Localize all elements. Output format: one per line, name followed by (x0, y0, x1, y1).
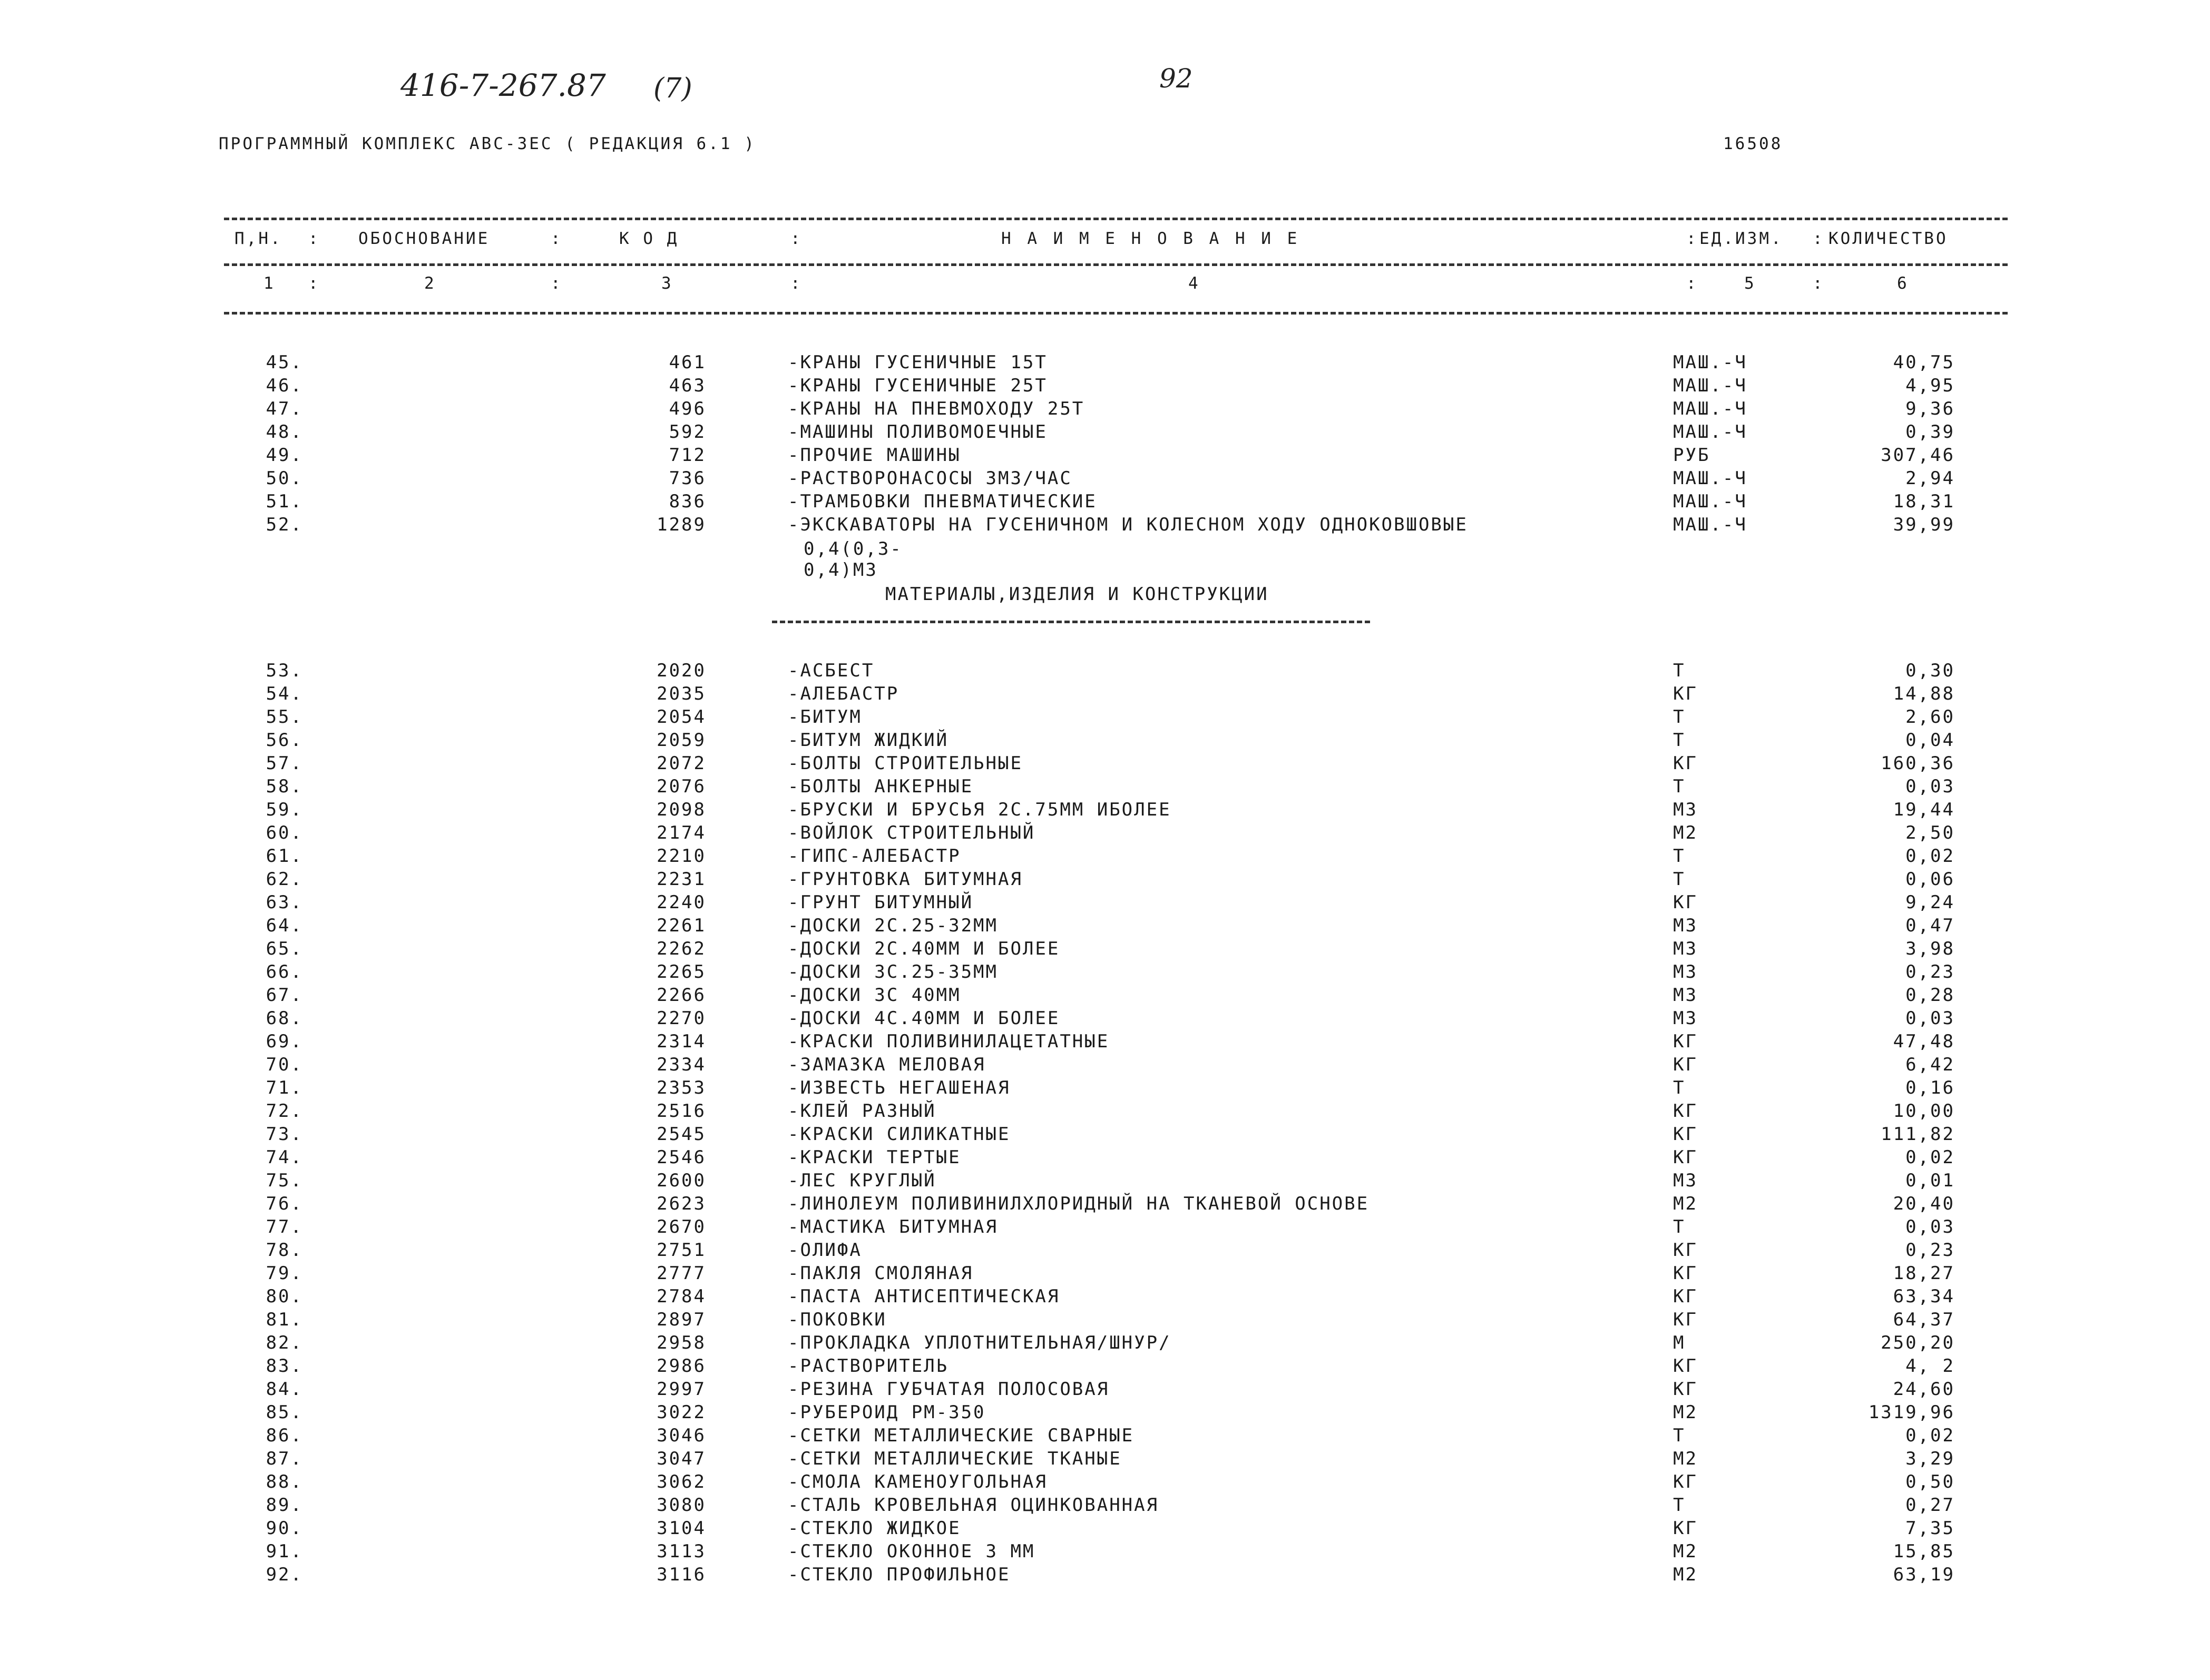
section-underline (772, 621, 1370, 623)
table-row: 52. 1289 -ЭКСКАВАТОРЫ НА ГУСЕНИЧНОМ И КОЛЕСНОМ ХОДУ ОДНОКОВШОВЫЕ МАШ.-Ч 39,99 (266, 514, 1955, 535)
table-row: 86. 3046 -СЕТКИ МЕТАЛЛИЧЕСКИЕ СВАРНЫЕ Т 0,02 (266, 1425, 1955, 1446)
table-row: 89. 3080 -СТАЛЬ КРОВЕЛЬНАЯ ОЦИНКОВАННАЯ Т 0,27 (266, 1495, 1955, 1516)
table-row: 66. 2265 -ДОСКИ 3С.25-35ММ М3 0,23 (266, 961, 1955, 983)
table-row: 85. 3022 -РУБЕРОИД РМ-350 М2 1319,96 (266, 1402, 1955, 1423)
col-number-2: 2 (424, 274, 436, 293)
col-number-4: 4 (1188, 274, 1200, 293)
col-header-item: П,Н. (234, 229, 282, 248)
job-code: 16508 (1723, 134, 1783, 153)
table-row: 59. 2098 -БРУСКИ И БРУСЬЯ 2С.75ММ ИБОЛЕЕ М3 19,44 (266, 799, 1955, 820)
header-rule-middle (224, 263, 2008, 266)
table-row: 55. 2054 -БИТУМ Т 2,60 (266, 706, 1955, 728)
col-number-3: 3 (661, 274, 673, 293)
table-row: 46. 463 -КРАНЫ ГУСЕНИЧНЫЕ 25Т МАШ.-Ч 4,95 (266, 375, 1955, 396)
program-line: ПРОГРАММНЫЙ КОМПЛЕКС АВС-3ЕС ( РЕДАКЦИЯ 6.1 ) (219, 134, 756, 153)
table-row: 88. 3062 -СМОЛА КАМЕНОУГОЛЬНАЯ КГ 0,50 (266, 1471, 1955, 1492)
document-number: 416-7-267.87 (400, 67, 606, 103)
table-row: 69. 2314 -КРАСКИ ПОЛИВИНИЛАЦЕТАТНЫЕ КГ 47,48 (266, 1031, 1955, 1052)
table-row: 72. 2516 -КЛЕЙ РАЗНЫЙ КГ 10,00 (266, 1101, 1955, 1122)
col-number-5: 5 (1744, 274, 1756, 293)
table-row: 91. 3113 -СТЕКЛО ОКОННОЕ 3 ММ М2 15,85 (266, 1541, 1955, 1562)
page-number: 92 (1159, 63, 1193, 94)
section-title: МАТЕРИАЛЫ,ИЗДЕЛИЯ И КОНСТРУКЦИИ (885, 584, 1269, 605)
table-row: 58. 2076 -БОЛТЫ АНКЕРНЫЕ Т 0,03 (266, 776, 1955, 797)
table-row: 92. 3116 -СТЕКЛО ПРОФИЛЬНОЕ М2 63,19 (266, 1564, 1955, 1585)
table-row: 71. 2353 -ИЗВЕСТЬ НЕГАШЕНАЯ Т 0,16 (266, 1077, 1955, 1098)
table-row: 90. 3104 -СТЕКЛО ЖИДКОЕ КГ 7,35 (266, 1518, 1955, 1539)
table-row: 70. 2334 -ЗАМАЗКА МЕЛОВАЯ КГ 6,42 (266, 1054, 1955, 1075)
col-header-unit: ЕД.ИЗМ. (1699, 229, 1783, 248)
table-row: 84. 2997 -РЕЗИНА ГУБЧАТАЯ ПОЛОСОВАЯ КГ 24,60 (266, 1379, 1955, 1400)
table-row: 61. 2210 -ГИПС-АЛЕБАСТР Т 0,02 (266, 846, 1955, 867)
table-row: 60. 2174 -ВОЙЛОК СТРОИТЕЛЬНЫЙ М2 2,50 (266, 822, 1955, 843)
table-row: 64. 2261 -ДОСКИ 2С.25-32ММ М3 0,47 (266, 915, 1955, 936)
table-row: 56. 2059 -БИТУМ ЖИДКИЙ Т 0,04 (266, 730, 1955, 751)
table-row: 75. 2600 -ЛЕС КРУГЛЫЙ М3 0,01 (266, 1170, 1955, 1191)
table-row: 67. 2266 -ДОСКИ 3С 40ММ М3 0,28 (266, 985, 1955, 1006)
table-row: 77. 2670 -МАСТИКА БИТУМНАЯ Т 0,03 (266, 1216, 1955, 1237)
table-row: 47. 496 -КРАНЫ НА ПНЕВМОХОДУ 25Т МАШ.-Ч 9,36 (266, 398, 1955, 419)
col-header-quantity: КОЛИЧЕСТВО (1828, 229, 1948, 248)
table-row: 53. 2020 -АСБЕСТ Т 0,30 (266, 660, 1955, 681)
table-row: 78. 2751 -ОЛИФА КГ 0,23 (266, 1240, 1955, 1261)
table-row: 51. 836 -ТРАМБОВКИ ПНЕВМАТИЧЕСКИЕ МАШ.-Ч 18,31 (266, 491, 1955, 512)
table-row: 68. 2270 -ДОСКИ 4С.40ММ И БОЛЕЕ М3 0,03 (266, 1008, 1955, 1029)
table-row: 82. 2958 -ПРОКЛАДКА УПЛОТНИТЕЛЬНАЯ/ШНУР/ М 250,20 (266, 1332, 1955, 1353)
table-row: 45. 461 -КРАНЫ ГУСЕНИЧНЫЕ 15Т МАШ.-Ч 40,75 (266, 352, 1955, 373)
table-row: 49. 712 -ПРОЧИЕ МАШИНЫ РУБ 307,46 (266, 445, 1955, 466)
col-number-6: 6 (1897, 274, 1909, 293)
table-row: 62. 2231 -ГРУНТОВКА БИТУМНАЯ Т 0,06 (266, 869, 1955, 890)
table-row: 65. 2262 -ДОСКИ 2С.40ММ И БОЛЕЕ М3 3,98 (266, 938, 1955, 959)
table-row: 83. 2986 -РАСТВОРИТЕЛЬ КГ 4, 2 (266, 1355, 1955, 1377)
table-row: 79. 2777 -ПАКЛЯ СМОЛЯНАЯ КГ 18,27 (266, 1263, 1955, 1284)
table-row: 74. 2546 -КРАСКИ ТЕРТЫЕ КГ 0,02 (266, 1147, 1955, 1168)
table-row: 87. 3047 -СЕТКИ МЕТАЛЛИЧЕСКИЕ ТКАНЫЕ М2 3,29 (266, 1448, 1955, 1469)
row-continuation: 0,4(0,3-0,4)М3 (804, 538, 903, 581)
table-row: 57. 2072 -БОЛТЫ СТРОИТЕЛЬНЫЕ КГ 160,36 (266, 753, 1955, 774)
table-row: 80. 2784 -ПАСТА АНТИСЕПТИЧЕСКАЯ КГ 63,34 (266, 1286, 1955, 1307)
table-row: 76. 2623 -ЛИНОЛЕУМ ПОЛИВИНИЛХЛОРИДНЫЙ НА ТКАНЕВОЙ ОСНОВЕ М2 20,40 (266, 1193, 1955, 1214)
document-suffix: (7) (653, 73, 692, 104)
table-row: 48. 592 -МАШИНЫ ПОЛИВОМОЕЧНЫЕ МАШ.-Ч 0,39 (266, 421, 1955, 443)
table-row: 63. 2240 -ГРУНТ БИТУМНЫЙ КГ 9,24 (266, 892, 1955, 913)
table-row: 50. 736 -РАСТВОРОНАСОСЫ 3М3/ЧАС МАШ.-Ч 2,94 (266, 468, 1955, 489)
table-row: 73. 2545 -КРАСКИ СИЛИКАТНЫЕ КГ 111,82 (266, 1124, 1955, 1145)
header-rule-top (224, 218, 2008, 220)
col-number-1: 1 (263, 274, 276, 293)
table-row: 81. 2897 -ПОКОВКИ КГ 64,37 (266, 1309, 1955, 1330)
col-header-basis: ОБОСНОВАНИЕ (358, 229, 490, 248)
col-header-code: К О Д (619, 229, 679, 248)
col-header-name: Н А И М Е Н О В А Н И Е (1001, 229, 1300, 248)
table-row: 54. 2035 -АЛЕБАСТР КГ 14,88 (266, 683, 1955, 704)
header-rule-bottom (224, 312, 2008, 315)
